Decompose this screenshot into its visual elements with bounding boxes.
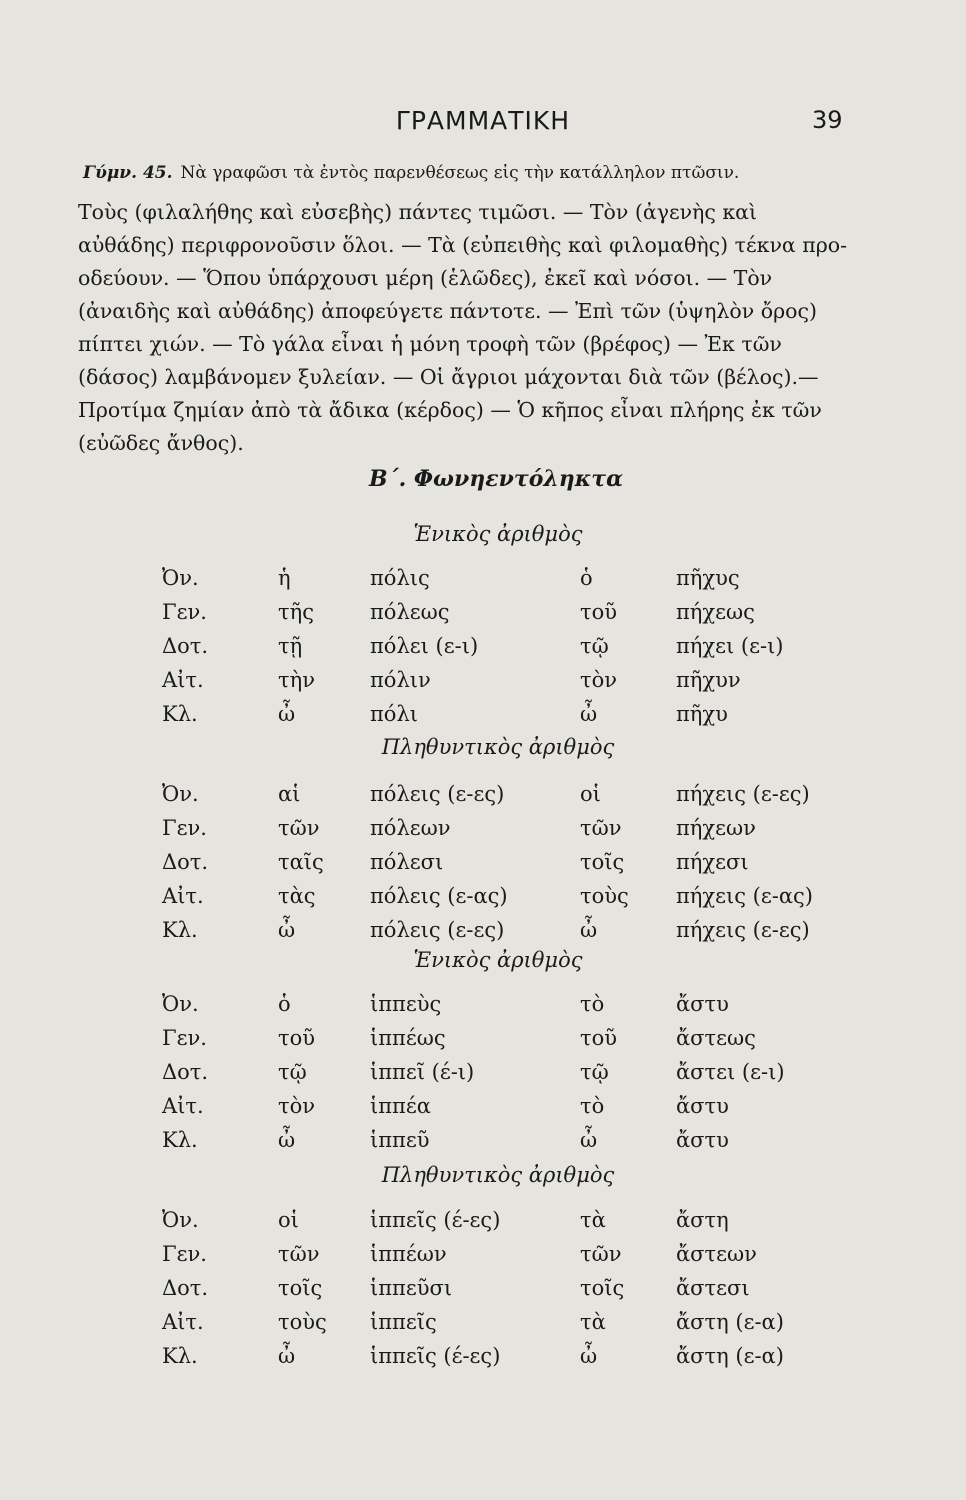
noun-form: ἱππεῖς (έ-ες): [370, 1344, 501, 1368]
declension-row: [0, 1060, 966, 1090]
noun-form: ἄστυ: [676, 992, 729, 1016]
case-label: Γεν.: [162, 600, 207, 624]
article: οἱ: [580, 782, 601, 806]
article: ὦ: [580, 1128, 598, 1152]
noun-form: ἱππέων: [370, 1242, 447, 1266]
noun-form: ἱππεῦ: [370, 1128, 430, 1152]
noun-form: ἄστεων: [676, 1242, 757, 1266]
exercise-paragraph: [78, 196, 848, 460]
article: τὰ: [580, 1310, 606, 1334]
noun-form: ἱππέα: [370, 1094, 431, 1118]
paragraph-line: (εὐῶδες ἄνθος).: [78, 431, 244, 455]
number-heading: Πληθυντικὸς ἀριθμὸς: [381, 735, 615, 759]
case-label: Δοτ.: [162, 634, 209, 658]
noun-form: πήχεις (ε-ες): [676, 918, 810, 942]
number-heading: Πληθυντικὸς ἀριθμὸς: [381, 1163, 615, 1187]
article: τὸ: [580, 1094, 605, 1118]
article: τοὺς: [278, 1310, 327, 1334]
article: τῇ: [278, 634, 303, 658]
declension-row: [0, 816, 966, 846]
article: τοῖς: [278, 1276, 323, 1300]
paragraph-line: αὐθάδης) περιφρονοῦσιν ὅλοι. — Τὰ (εὐπειθὴς καὶ φιλομαθὴς) τέκνα προ-: [78, 233, 848, 257]
exercise-instruction: [83, 163, 739, 183]
article: τῶν: [278, 1242, 320, 1266]
noun-form: πόλεις (ε-ες): [370, 918, 505, 942]
case-label: Ὀν.: [162, 992, 199, 1016]
article: τοῖς: [580, 1276, 625, 1300]
article: τοῖς: [580, 850, 625, 874]
noun-form: πόλεως: [370, 600, 450, 624]
case-label: Κλ.: [162, 1344, 198, 1368]
article: τοῦ: [580, 1026, 618, 1050]
article: τῷ: [580, 1060, 609, 1084]
article: ὦ: [278, 1344, 296, 1368]
article: ὁ: [580, 566, 593, 590]
declension-row: [0, 1094, 966, 1124]
noun-form: πόλιν: [370, 668, 431, 692]
declension-row: [0, 1242, 966, 1272]
paragraph-line: Τοὺς (φιλαλήθης καὶ εὐσεβὴς) πάντες τιμῶσι. — Τὸν (ἀγενὴς καὶ: [78, 200, 758, 224]
declension-row: [0, 1344, 966, 1374]
declension-row: [0, 918, 966, 948]
declension-row: [0, 566, 966, 596]
article: τὴν: [278, 668, 315, 692]
declension-row: [0, 668, 966, 698]
case-label: Δοτ.: [162, 850, 209, 874]
paragraph-line: Προτίμα ζημίαν ἀπὸ τὰ ἄδικα (κέρδος) — Ὁ κῆπος εἶναι πλήρης ἐκ τῶν: [78, 398, 822, 422]
noun-form: ἄστεως: [676, 1026, 756, 1050]
declension-row: [0, 634, 966, 664]
case-label: Κλ.: [162, 702, 198, 726]
case-label: Γεν.: [162, 1242, 207, 1266]
noun-form: ἱππέως: [370, 1026, 446, 1050]
exercise-text: Νὰ γραφῶσι τὰ ἐντὸς παρενθέσεως εἰς τὴν κατάλληλον πτῶσιν.: [180, 163, 740, 183]
article: τῷ: [580, 634, 609, 658]
declension-row: [0, 600, 966, 630]
declension-row: [0, 1026, 966, 1056]
case-label: Ὀν.: [162, 782, 199, 806]
article: ὁ: [278, 992, 291, 1016]
article: τῶν: [580, 816, 622, 840]
case-label: Δοτ.: [162, 1276, 209, 1300]
noun-form: πόλεις (ε-ας): [370, 884, 508, 908]
section-heading: Β΄. Φωνηεντόληκτα: [368, 466, 624, 492]
declension-row: [0, 1128, 966, 1158]
noun-form: ἱππεὺς: [370, 992, 442, 1016]
noun-form: ἄστη (ε-α): [676, 1344, 784, 1368]
number-heading: Ἑνικὸς ἀριθμὸς: [413, 522, 583, 546]
article: τὰς: [278, 884, 316, 908]
article: ὦ: [580, 918, 598, 942]
case-label: Κλ.: [162, 918, 198, 942]
noun-form: πόλει (ε-ι): [370, 634, 479, 658]
case-label: Ὀν.: [162, 566, 199, 590]
article: αἱ: [278, 782, 301, 806]
noun-form: ἄστυ: [676, 1128, 729, 1152]
noun-form: πόλι: [370, 702, 418, 726]
paragraph-line: (ἀναιδὴς καὶ αὐθάδης) ἀποφεύγετε πάντοτε. — Ἐπὶ τῶν (ὑψηλὸν ὄρος): [78, 299, 817, 323]
case-label: Γεν.: [162, 816, 207, 840]
article: τοῦ: [580, 600, 618, 624]
case-label: Αἰτ.: [162, 1310, 204, 1334]
noun-form: πήχεως: [676, 600, 755, 624]
article: οἱ: [278, 1208, 299, 1232]
article: τῷ: [278, 1060, 307, 1084]
noun-form: ἱππεῦσι: [370, 1276, 453, 1300]
case-label: Κλ.: [162, 1128, 198, 1152]
noun-form: πήχεις (ε-ες): [676, 782, 810, 806]
noun-form: ἄστεσι: [676, 1276, 750, 1300]
noun-form: ἄστη (ε-α): [676, 1310, 784, 1334]
number-heading: Ἑνικὸς ἀριθμὸς: [413, 948, 583, 972]
article: τὸν: [580, 668, 618, 692]
noun-form: ἄστει (ε-ι): [676, 1060, 785, 1084]
article: τῶν: [278, 816, 320, 840]
article: ἡ: [278, 566, 291, 590]
case-label: Δοτ.: [162, 1060, 209, 1084]
noun-form: πῆχυ: [676, 702, 728, 726]
article: τῶν: [580, 1242, 622, 1266]
declension-row: [0, 1276, 966, 1306]
article: τὸν: [278, 1094, 316, 1118]
exercise-label: Γύμν. 45.: [83, 163, 173, 183]
page-number: 39: [812, 106, 843, 134]
paragraph-line: (δάσος) λαμβάνομεν ξυλείαν. — Οἱ ἄγριοι μάχονται διὰ τῶν (βέλος).—: [78, 365, 819, 389]
case-label: Αἰτ.: [162, 1094, 204, 1118]
article: ὦ: [278, 1128, 296, 1152]
article: ὦ: [580, 702, 598, 726]
declension-row: [0, 884, 966, 914]
noun-form: πήχεσι: [676, 850, 749, 874]
declension-row: [0, 992, 966, 1022]
article: τοῦ: [278, 1026, 316, 1050]
noun-form: πῆχυν: [676, 668, 741, 692]
article: τὸ: [580, 992, 605, 1016]
article: τὰ: [580, 1208, 606, 1232]
declension-row: [0, 1310, 966, 1340]
noun-form: ἄστη: [676, 1208, 729, 1232]
article: ὦ: [278, 918, 296, 942]
noun-form: πόλεις (ε-ες): [370, 782, 505, 806]
article: τῆς: [278, 600, 314, 624]
declension-row: [0, 850, 966, 880]
noun-form: ἱππεῖς (έ-ες): [370, 1208, 501, 1232]
running-title: ΓΡΑΜΜΑΤΙΚΗ: [395, 106, 571, 135]
case-label: Αἰτ.: [162, 884, 204, 908]
noun-form: ἱππεῖς: [370, 1310, 437, 1334]
noun-form: ἱππεῖ (έ-ι): [370, 1060, 475, 1084]
noun-form: πόλις: [370, 566, 430, 590]
paragraph-line: πίπτει χιών. — Τὸ γάλα εἶναι ἡ μόνη τροφὴ τῶν (βρέφος) — Ἐκ τῶν: [78, 332, 782, 356]
noun-form: πόλεσι: [370, 850, 444, 874]
article: ὦ: [278, 702, 296, 726]
article: ὦ: [580, 1344, 598, 1368]
noun-form: πῆχυς: [676, 566, 740, 590]
article: τοὺς: [580, 884, 629, 908]
case-label: Γεν.: [162, 1026, 207, 1050]
noun-form: πήχει (ε-ι): [676, 634, 784, 658]
noun-form: ἄστυ: [676, 1094, 729, 1118]
paragraph-line: οδεύουν. — Ὅπου ὑπάρχουσι μέρη (ἑλῶδες), ἐκεῖ καὶ νόσοι. — Τὸν: [78, 266, 773, 290]
declension-row: [0, 1208, 966, 1238]
noun-form: πήχεις (ε-ας): [676, 884, 813, 908]
case-label: Ὀν.: [162, 1208, 199, 1232]
article: ταῖς: [278, 850, 324, 874]
noun-form: πήχεων: [676, 816, 756, 840]
declension-row: [0, 782, 966, 812]
noun-form: πόλεων: [370, 816, 451, 840]
case-label: Αἰτ.: [162, 668, 204, 692]
declension-row: [0, 702, 966, 732]
